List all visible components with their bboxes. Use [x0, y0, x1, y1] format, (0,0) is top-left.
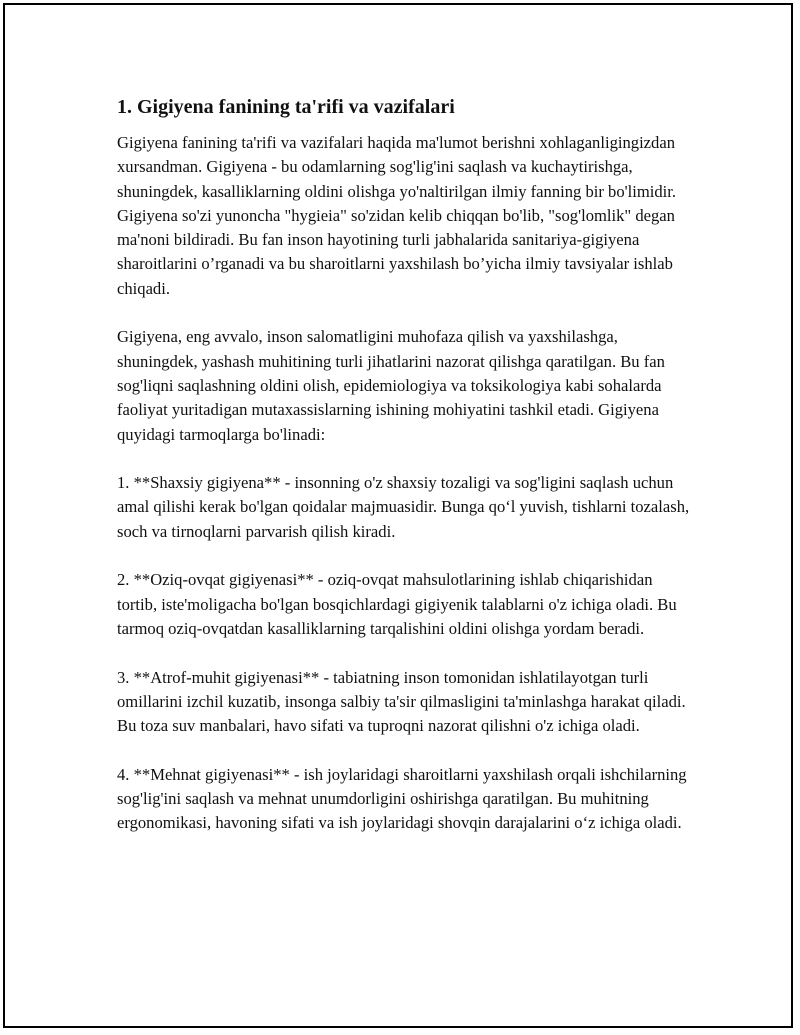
list-item-occupational-hygiene: 4. **Mehnat gigiyenasi** - ish joylaridagi sharoitlarni yaxshilash orqali ishchilarning sog'lig'ini saqlash va mehnat unumdorligini oshirishga qaratilgan. Bu muhitning ergonomikasi, havoning sifati va ish joylaridagi shovqin darajalarini o‘z ichiga oladi. [117, 764, 687, 833]
section-heading: 1. Gigiyena fanining ta'rifi va vazifalari [117, 96, 455, 118]
list-item-environmental-hygiene: 3. **Atrof-muhit gigiyenasi** - tabiatning inson tomonidan ishlatilayotgan turli omillarini izchil kuzatib, insonga salbiy ta'sir qilmasligini ta'minlashga harakat qiladi. Bu toza suv manbalari, havo sifati va tuproqni nazorat qilishni o'z ichiga oladi. [117, 667, 686, 736]
document-body [117, 93, 692, 836]
list-item-personal-hygiene: 1. **Shaxsiy gigiyena** - insonning o'z shaxsiy tozaligi va sog'ligini saqlash uchun amal qilishi kerak bo'lgan qoidalar majmuasidir. Bunga qo‘l yuvish, tishlarni tozalash, soch va tirnoqlarni parvarish qilish kiradi. [117, 473, 690, 541]
list-item-food-hygiene: 2. **Oziq-ovqat gigiyenasi** - oziq-ovqat mahsulotlarining ishlab chiqarishidan tortib, iste'moligacha bo'lgan bosqichlardagi gigiyenik talablarni o'z ichiga oladi. Bu tarmoq oziq-ovqatdan kasalliklarning tarqalishini oldini olishga yordam beradi. [117, 570, 677, 638]
paragraph-definition: Gigiyena fanining ta'rifi va vazifalari haqida ma'lumot berishni xohlaganligingizdan xursandman. Gigiyena - bu odamlarning sog'lig'ini saqlash va kuchaytirishga, shuningdek, kasalliklarning oldini olishga yo'naltirilgan ilmiy fanning bir bo'limidir. Gigiyena so'zi yunoncha "hygieia" so'zidan kelib chiqqan bo'lib, "sog'lomlik" degan ma'noni bildiradi. Bu fan inson hayotining turli jabhalarida sanitariya-gigiyena sharoitlarini o’rganadi va bu sharoitlarni yaxshilash bo’yicha ilmiy tavsiyalar ishlab chiqadi. [117, 133, 677, 298]
paragraph-purpose: Gigiyena, eng avvalo, inson salomatligini muhofaza qilish va yaxshilashga, shuningdek, yashash muhitining turli jihatlarini nazorat qilishga qaratilgan. Bu fan sog'liqni saqlashning oldini olish, epidemiologiya va toksikologiya kabi sohalarda faoliyat yuritadigan mutaxassislarning ishining mohiyatini tashkil etadi. Gigiyena quyidagi tarmoqlarga bo'linadi: [117, 327, 665, 444]
